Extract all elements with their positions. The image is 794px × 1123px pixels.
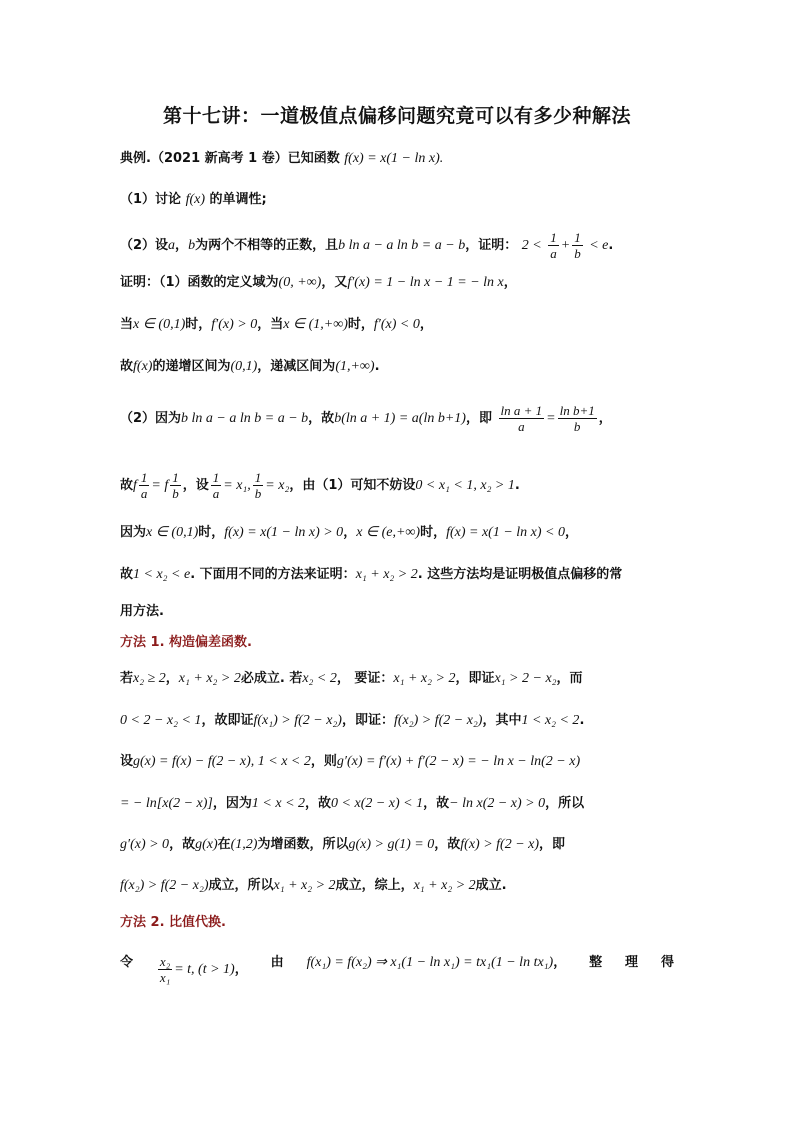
denominator: x₁: [159, 970, 171, 985]
math: = − ln[x(2 − x)]: [120, 796, 213, 811]
text: （2）因为: [120, 411, 182, 426]
text: ，即证：: [341, 713, 394, 728]
math: +: [560, 238, 571, 253]
math: 0 < x(2 − x) < 1: [331, 796, 424, 811]
text: ，: [553, 955, 567, 970]
denominator: a: [140, 486, 148, 501]
math: f(x₁) > f(2 − x₂): [253, 713, 342, 728]
text: 成立，综上，: [335, 878, 414, 893]
text: 成立.: [475, 878, 507, 893]
math: x₁ + x₂ > 2: [178, 671, 241, 686]
text: 整: [589, 955, 603, 970]
math: − ln x(2 − x) > 0: [449, 796, 546, 811]
text: . 下面用不同的方法来证明：: [190, 567, 356, 582]
text: ，则: [310, 754, 337, 769]
fraction: [572, 230, 583, 261]
numerator: 1: [212, 470, 220, 485]
text: 得: [660, 955, 674, 970]
proof-line-8: 用方法.: [120, 604, 164, 619]
method2-line-1: [120, 954, 680, 985]
math: (0,1): [230, 359, 258, 374]
denominator: a: [518, 419, 525, 434]
math: f′(x) < 0: [373, 317, 420, 332]
math: g(x) > g(1) = 0: [348, 837, 435, 852]
text: ，故: [305, 796, 332, 811]
math: f(x₁) = f(x₂) ⇒ x₁(1 − ln x₁) = tx₁(1 − ln tx₁): [306, 955, 554, 970]
math: f: [133, 478, 137, 493]
numerator: 1: [550, 230, 557, 245]
proof-line-3: [120, 358, 680, 376]
text: ，故: [308, 411, 335, 426]
math: g(x) = f(x) − f(2 − x), 1 < x < 2: [133, 754, 311, 769]
numerator: 1: [254, 470, 262, 485]
math: = x₂: [265, 478, 290, 493]
math: f(x): [185, 192, 206, 207]
text: ，设: [182, 478, 209, 493]
math: b(ln a + 1) = a(ln b+1): [334, 411, 466, 426]
text: ，所以: [545, 796, 585, 811]
numerator: 1: [574, 230, 581, 245]
math: f′(x) = 1 − ln x − 1 = − ln x: [347, 275, 504, 290]
text: 故: [120, 478, 134, 493]
example-func: f(x) = x(1 − ln x).: [344, 151, 444, 166]
text: ，当: [257, 317, 284, 332]
numerator: 1: [172, 470, 179, 485]
text: 由: [270, 955, 284, 970]
math: x ∈ (1,+∞): [283, 317, 348, 332]
fraction: [253, 470, 264, 501]
fraction: [211, 470, 222, 501]
text: 为两个不相等的正数，且: [195, 238, 339, 253]
text: ，: [175, 238, 189, 253]
method1-line-1: [120, 670, 680, 688]
text: ，其中: [482, 713, 522, 728]
text: 当: [120, 317, 134, 332]
text: 为增函数，所以: [257, 837, 349, 852]
text: ，: [419, 317, 433, 332]
math: g(x): [195, 837, 218, 852]
math: a: [168, 238, 176, 253]
text: 的递增区间为: [152, 359, 231, 374]
justified-row: [120, 954, 674, 985]
math: (0, +∞): [278, 275, 322, 290]
example-line: [120, 150, 680, 168]
text: ，故: [434, 837, 461, 852]
text: .: [608, 238, 614, 253]
proof-line-2: [120, 316, 680, 334]
denominator: b: [172, 486, 179, 501]
math: x₂ ≥ 2: [133, 671, 166, 686]
math: b ln a − a ln b = a − b: [181, 411, 309, 426]
text: 时，: [420, 525, 447, 540]
math: 1 < x < 2: [251, 796, 306, 811]
numerator: ln b+1: [559, 403, 595, 418]
math: f(x₂) > f(2 − x₂): [120, 878, 209, 893]
fraction: [499, 403, 545, 434]
math: 1 < x₂ < 2: [521, 713, 580, 728]
text: 时，: [347, 317, 374, 332]
numerator: ln a + 1: [500, 403, 543, 418]
math: x ∈ (0,1): [133, 317, 186, 332]
math: g′(x) = f′(x) + f′(2 − x) = − ln x − ln(2 − x): [336, 754, 581, 769]
text: 时，: [185, 317, 212, 332]
fraction: [170, 470, 181, 501]
text: . 这些方法均是证明极值点偏移的常: [417, 567, 623, 582]
math: = t, (t > 1): [174, 962, 235, 977]
math: < e: [589, 238, 609, 253]
text: ， 要证：: [336, 671, 394, 686]
math: f(x) = x(1 − ln x) > 0: [224, 525, 344, 540]
text: 令: [120, 955, 134, 970]
text: ，由（1）可知不妨设: [289, 478, 416, 493]
text: ，即: [465, 411, 492, 426]
math: (1,+∞): [335, 359, 375, 374]
math: 1 < x₂ < e: [133, 567, 191, 582]
math: g′(x) > 0: [120, 837, 170, 852]
fraction: [548, 230, 559, 261]
text: 设: [120, 754, 134, 769]
part2-question: [120, 230, 680, 261]
text: .: [514, 478, 520, 493]
example-lead: 典例.（2021 新高考 1 卷）已知函数: [120, 151, 340, 166]
proof-line-1: [120, 274, 680, 292]
text: ，证明：: [465, 238, 518, 253]
denominator: b: [254, 486, 262, 501]
text: ，: [234, 962, 248, 977]
method1-line-3: [120, 753, 680, 771]
text: 时，: [198, 525, 225, 540]
method2-heading: 方法 2. 比值代换.: [120, 915, 226, 930]
proof-line-5: [120, 470, 680, 501]
denominator: a: [550, 246, 557, 261]
math: f(x) = x(1 − ln x) < 0: [446, 525, 566, 540]
text: ，: [565, 525, 579, 540]
proof-line-4: [120, 403, 680, 434]
math: x₁ + x₂ > 2: [413, 878, 476, 893]
page-title: 第十七讲：一道极值点偏移问题究竟可以有多少种解法: [162, 105, 631, 127]
eq-group: [307, 954, 567, 985]
text: ，: [503, 275, 517, 290]
fraction: [158, 954, 172, 985]
ratio-group: [156, 954, 248, 985]
method1-line-6: [120, 877, 680, 895]
method1-line-2: [120, 712, 680, 730]
math: 0 < 2 − x₂ < 1: [120, 713, 202, 728]
text: ，: [598, 411, 612, 426]
math: (1,2): [230, 837, 258, 852]
text: 理: [625, 955, 639, 970]
math: x₂ < 2: [302, 671, 337, 686]
text: （1）讨论: [120, 192, 182, 207]
math: f′(x) > 0: [211, 317, 258, 332]
text: 成立，所以: [208, 878, 274, 893]
text: ，故即证: [201, 713, 254, 728]
math: f(x) > f(2 − x): [460, 837, 540, 852]
part1-question: [120, 191, 680, 209]
proof-line-6: [120, 524, 680, 542]
text: 必成立. 若: [240, 671, 303, 686]
fraction: [139, 470, 150, 501]
text: 在: [217, 837, 231, 852]
text: ，因为: [212, 796, 252, 811]
text: ，递减区间为: [257, 359, 336, 374]
text: ，又: [321, 275, 348, 290]
text: 若: [120, 671, 134, 686]
math: x ∈ (0,1): [146, 525, 199, 540]
text: ，即证: [455, 671, 495, 686]
denominator: a: [212, 486, 220, 501]
math: b: [188, 238, 196, 253]
math: x₁ + x₂ > 2: [273, 878, 336, 893]
math: 2 <: [521, 238, 542, 253]
text: ，即: [539, 837, 566, 852]
method1-heading: 方法 1. 构造偏差函数.: [120, 635, 252, 650]
text: 证明：（1）函数的定义域为: [120, 275, 279, 290]
math: =: [546, 411, 556, 426]
math: x₁ + x₂ > 2: [393, 671, 456, 686]
text: 因为: [120, 525, 147, 540]
text: ，而: [556, 671, 583, 686]
method1-line-4: [120, 795, 680, 813]
numerator: x₂: [159, 954, 171, 969]
math: 0 < x₁ < 1, x₂ > 1: [415, 478, 515, 493]
math: f(x): [133, 359, 153, 374]
text: ，故: [423, 796, 450, 811]
text: .: [579, 713, 585, 728]
math: x ∈ (e,+∞): [356, 525, 421, 540]
proof-line-7: [120, 566, 680, 584]
denominator: b: [573, 419, 581, 434]
math: x₁ > 2 − x₂: [494, 671, 557, 686]
math: f(x₂) > f(2 − x₂): [393, 713, 483, 728]
text: 故: [120, 359, 134, 374]
text: （2）设: [120, 238, 169, 253]
text: ，故: [169, 837, 196, 852]
method1-line-5: [120, 836, 680, 854]
text: ，: [343, 525, 357, 540]
text: ，: [165, 671, 179, 686]
math: b ln a − a ln b = a − b: [338, 238, 466, 253]
math: = x₁,: [223, 478, 251, 493]
fraction: [558, 403, 597, 434]
denominator: b: [574, 246, 581, 261]
text: .: [374, 359, 380, 374]
text: 故: [120, 567, 134, 582]
math: = f: [151, 478, 169, 493]
numerator: 1: [140, 470, 148, 485]
math: x₁ + x₂ > 2: [355, 567, 418, 582]
text: 的单调性;: [209, 192, 267, 207]
